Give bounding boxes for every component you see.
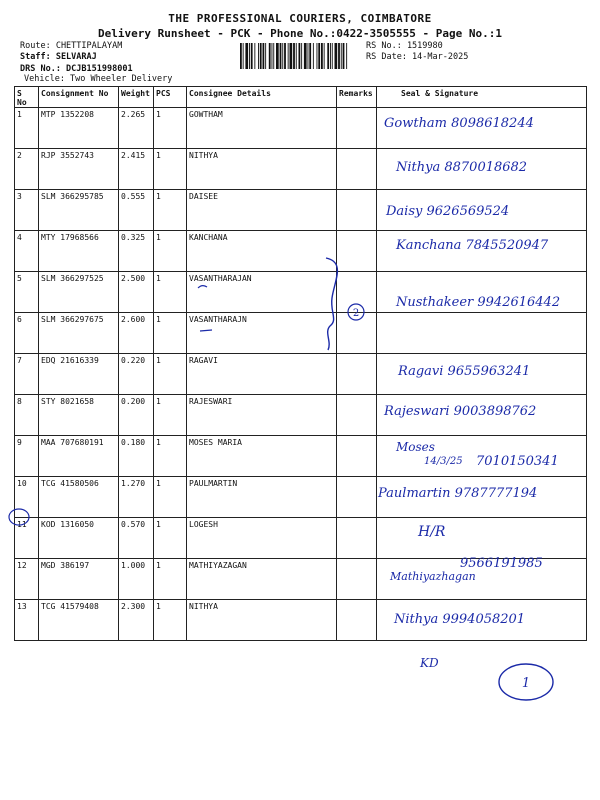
handwritten-date: 14/3/25 [424,456,463,467]
pcs-value: 1 [154,559,187,600]
weight-value: 0.180 [119,436,154,477]
col-header: Seal & Signature [377,87,587,108]
tick-mark [196,282,210,292]
rs-date: RS Date: 14-Mar-2025 [366,52,469,62]
bracket-marker-number: 2 [352,308,360,319]
consignee-name: LOGESH [187,518,337,559]
remarks-cell [337,559,377,600]
weight-value: 0.325 [119,231,154,272]
barcode-bar [263,43,265,69]
barcode-bar [321,43,323,69]
remarks-cell [337,149,377,190]
barcode-bar [290,43,293,69]
consignment-number: EDQ 21616339 [39,354,119,395]
pcs-value: 1 [154,108,187,149]
serial-number: 13 [15,600,39,641]
remarks-cell [337,477,377,518]
consignee-name: DAISEE [187,190,337,231]
serial-number: 6 [15,313,39,354]
staff-label: Staff: SELVARAJ [20,52,97,62]
barcode-bar [313,43,314,69]
remarks-cell [337,600,377,641]
consignment-number: RJP 3552743 [39,149,119,190]
consignment-number: TCG 41579408 [39,600,119,641]
pcs-value: 1 [154,477,187,518]
barcode-bar [301,43,302,69]
barcode-bar [243,43,244,69]
consignee-name: PAULMARTIN [187,477,337,518]
barcode-bar [272,43,273,69]
col-header: Consignment No [39,87,119,108]
serial-number: 9 [15,436,39,477]
pcs-value: 1 [154,395,187,436]
vehicle-label: Vehicle: Two Wheeler Delivery [24,74,173,84]
col-header: PCS [154,87,187,108]
barcode-bar [343,43,345,69]
barcode-bar [335,43,338,69]
table-row [15,313,587,354]
consignee-name: MOSES MARIA [187,436,337,477]
handwritten-phone: 9566191985 [460,556,543,571]
barcode-image [240,43,350,69]
page-circle-number: 1 [521,676,531,691]
barcode-bar [240,43,242,69]
dash-mark [198,326,214,334]
pcs-value: 1 [154,600,187,641]
consignment-number: MTY 17968566 [39,231,119,272]
barcode-bar [273,43,274,69]
barcode-bar [309,43,311,69]
remarks-cell [337,518,377,559]
serial-number: 10 [15,477,39,518]
barcode-bar [338,43,340,69]
pcs-value: 1 [154,313,187,354]
barcode-bar [288,43,289,69]
consignment-number: MTP 1352208 [39,108,119,149]
runsheet-subtitle: Delivery Runsheet - PCK - Phone No.:0422-3505555 - Page No.:1 [98,27,502,40]
handwritten-signature: Mathiyazhagan [390,570,476,583]
pcs-value: 1 [154,518,187,559]
weight-value: 0.200 [119,395,154,436]
weight-value: 2.415 [119,149,154,190]
remarks-cell [337,190,377,231]
handwritten-signature: Ragavi 9655963241 [398,364,531,379]
consignee-name: RAJESWARI [187,395,337,436]
col-header: Weight [119,87,154,108]
handwritten-signature: Rajeswari 9003898762 [384,404,537,419]
serial-number: 3 [15,190,39,231]
handwritten-signature: Nithya 9994058201 [394,612,526,627]
handwritten-signature: Nusthakeer 9942616442 [396,295,561,310]
rs-number: RS No.: 1519980 [366,41,443,51]
handwritten-initials: KD [420,656,439,670]
barcode-bar [308,43,309,69]
col-header: Remarks [337,87,377,108]
barcode-bar [280,43,282,69]
handwritten-signature: Kanchana 7845520947 [396,238,549,253]
consignment-number: STY 8021658 [39,395,119,436]
consignment-number: MAA 707680191 [39,436,119,477]
consignee-name: NITHYA [187,149,337,190]
signature-cell [377,518,587,559]
weight-value: 1.270 [119,477,154,518]
pcs-value: 1 [154,272,187,313]
barcode-bar [265,43,266,69]
barcode-bar [269,43,271,69]
weight-value: 0.220 [119,354,154,395]
weight-value: 2.500 [119,272,154,313]
handwritten-note: H/R [418,524,446,540]
col-header: Consignee Details [187,87,337,108]
barcode-bar [254,43,255,69]
consignee-name: KANCHANA [187,231,337,272]
row-number-circle [8,507,30,527]
barcode-bar [276,43,279,69]
serial-number: 4 [15,231,39,272]
remarks-cell [337,436,377,477]
consignee-name: RAGAVI [187,354,337,395]
serial-number: 11 [15,518,39,559]
barcode-bar [258,43,259,69]
serial-number: 8 [15,395,39,436]
barcode-bar [341,43,342,69]
serial-number: 12 [15,559,39,600]
barcode-bar [324,43,325,69]
barcode-bar [293,43,295,69]
weight-value: 0.555 [119,190,154,231]
consignee-name: GOWTHAM [187,108,337,149]
barcode-bar [260,43,262,69]
pcs-value: 1 [154,149,187,190]
drs-number: DRS No.: DCJB151998001 [20,64,133,74]
consignment-number: TCG 41580506 [39,477,119,518]
consignment-number: KOD 1316050 [39,518,119,559]
handwritten-signature: Gowtham 8098618244 [384,116,534,131]
consignee-name: VASANTHARAJN [187,313,337,354]
handwritten-phone: 7010150341 [476,454,559,469]
barcode-bar [249,43,250,69]
barcode-bar [251,43,253,69]
serial-number: 7 [15,354,39,395]
consignee-name: NITHYA [187,600,337,641]
consignee-name: MATHIYAZAGAN [187,559,337,600]
serial-number: 1 [15,108,39,149]
signature-cell [377,313,587,354]
barcode-bar [296,43,297,69]
serial-number: 2 [15,149,39,190]
bracket-mark [320,256,370,352]
consignee-name: VASANTHARAJAN [187,272,337,313]
barcode-bar [299,43,301,69]
pcs-value: 1 [154,354,187,395]
serial-number: 5 [15,272,39,313]
pcs-value: 1 [154,231,187,272]
page-circle-mark [496,660,556,704]
barcode-bar [304,43,307,69]
barcode-bar [284,43,286,69]
consignment-number: SLM 366297675 [39,313,119,354]
weight-value: 1.000 [119,559,154,600]
barcode-bar [245,43,248,69]
weight-value: 2.600 [119,313,154,354]
table-header-row [15,87,587,108]
col-header: S No [15,87,39,108]
weight-value: 2.265 [119,108,154,149]
remarks-cell [337,354,377,395]
barcode-bar [282,43,283,69]
consignment-number: SLM 366297525 [39,272,119,313]
consignment-number: SLM 366295785 [39,190,119,231]
barcode-bar [346,43,347,69]
handwritten-signature: Paulmartin 9787777194 [378,486,538,501]
weight-value: 2.300 [119,600,154,641]
table-row [15,518,587,559]
pcs-value: 1 [154,436,187,477]
remarks-cell [337,395,377,436]
handwritten-signature: Daisy 9626569524 [386,204,510,219]
company-title: THE PROFESSIONAL COURIERS, COIMBATORE [168,12,432,25]
weight-value: 0.570 [119,518,154,559]
remarks-cell [337,108,377,149]
route-label: Route: CHETTIPALAYAM [20,41,123,51]
barcode-bar [332,43,333,69]
barcode-bar [318,43,320,69]
pcs-value: 1 [154,190,187,231]
consignment-number: MGD 386197 [39,559,119,600]
barcode-bar [327,43,329,69]
barcode-bar [330,43,331,69]
barcode-bar [317,43,318,69]
handwritten-signature: Moses [396,440,435,454]
handwritten-signature: Nithya 8870018682 [396,160,528,175]
